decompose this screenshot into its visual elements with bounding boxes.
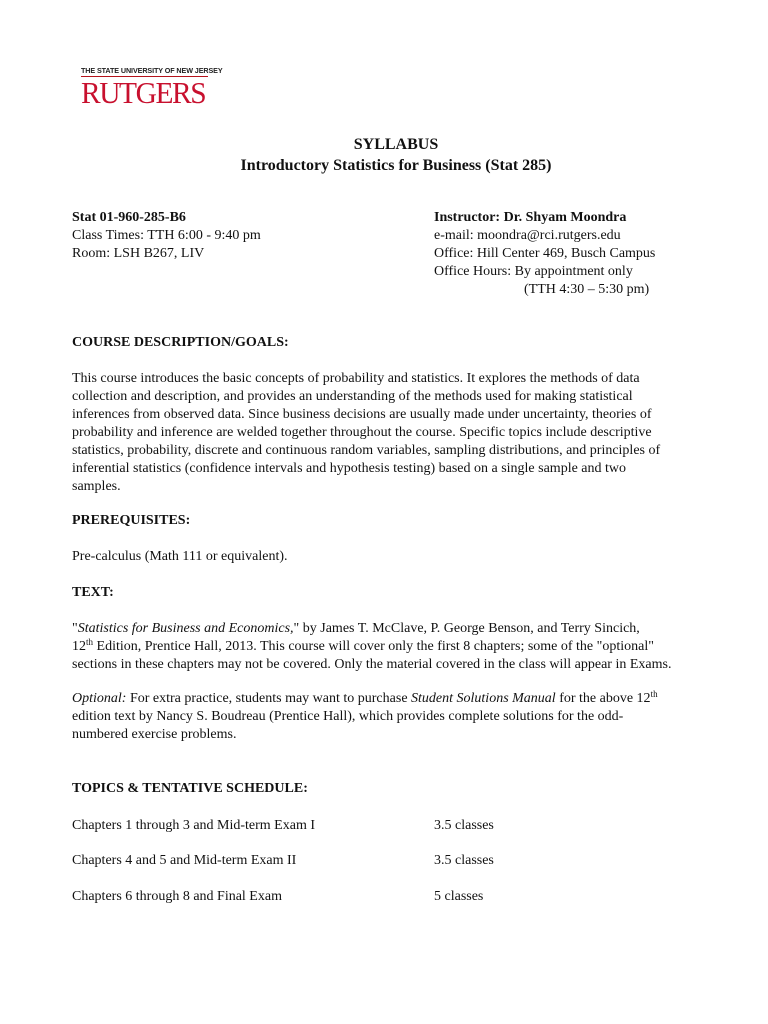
class-times: Class Times: TTH 6:00 - 9:40 pm [72,228,261,243]
office-hours-time: (TTH 4:30 – 5:30 pm) [524,282,650,297]
instructor-office: Office: Hill Center 469, Busch Campus [434,246,656,261]
optional-label: Optional: [72,691,127,706]
schedule-topic: Chapters 6 through 8 and Final Exam [72,889,282,904]
schedule-topic: Chapters 1 through 3 and Mid-term Exam I [72,818,316,833]
description-line: samples. [72,479,121,494]
course-code: Stat 01-960-285-B6 [72,210,186,225]
textbook-title: Statistics for Business and Economics, [77,621,294,636]
textbook-paragraph [72,620,712,674]
description-heading: COURSE DESCRIPTION/GOALS: [72,335,289,350]
logo-wordmark: RUTGERS [81,75,206,110]
description-line: This course introduces the basic concepts of probability and statistics. It explores the methods of data [72,371,640,386]
title-course: Introductory Statistics for Business (Stat 285) [240,157,552,174]
room: Room: LSH B267, LIV [72,246,205,261]
document-title [0,134,768,176]
description-line: inferential statistics (confidence intervals and hypothesis testing) based on a single sample and two [72,461,627,476]
instructor-email: e-mail: moondra@rci.rutgers.edu [434,228,621,243]
schedule-heading: TOPICS & TENTATIVE SCHEDULE: [72,781,308,796]
prerequisites-text: Pre-calculus (Math 111 or equivalent). [72,549,288,564]
prerequisites-heading: PREREQUISITES: [72,513,191,528]
schedule-topic: Chapters 4 and 5 and Mid-term Exam II [72,853,297,868]
text-heading: TEXT: [72,585,114,600]
description-line: statistics, probability, discrete and continuous random variables, sampling distributions, and principles of [72,443,661,458]
solutions-manual-title: Student Solutions Manual [411,691,556,706]
logo-tagline: THE STATE UNIVERSITY OF NEW JERSEY [81,66,223,75]
title-syllabus: SYLLABUS [353,136,439,153]
optional-paragraph [72,690,712,744]
optional-line: Optional: For extra practice, students may want to purchase Student Solutions Manual for the above 12th [72,689,658,706]
schedule-duration: 3.5 classes [434,853,494,868]
description-line: inferences from observed data. Since business decisions are usually made under uncertainty, theories of [72,407,652,422]
textbook-line: "Statistics for Business and Economics," by James T. McClave, P. George Benson, and Terry Sincich, [72,621,640,636]
description-paragraph [72,370,712,496]
textbook-line: sections in these chapters may not be covered. Only the material covered in the class will appear in Exams. [72,657,672,672]
rutgers-logo [81,66,223,110]
textbook-line: 12th Edition, Prentice Hall, 2013. This course will cover only the first 8 chapters; some of the "optional" [72,637,654,654]
office-hours: Office Hours: By appointment only [434,264,633,279]
instructor-name: Instructor: Dr. Shyam Moondra [434,210,627,225]
schedule-duration: 5 classes [434,889,484,904]
optional-line: edition text by Nancy S. Boudreau (Prentice Hall), which provides complete solutions for the odd- [72,709,624,724]
description-line: probability and inference are welded together throughout the course. Specific topics include descriptive [72,425,652,440]
description-line: collection and description, and provides an understanding of the methods used for making statistical [72,389,633,404]
schedule-duration: 3.5 classes [434,818,494,833]
optional-line: numbered exercise problems. [72,727,237,742]
